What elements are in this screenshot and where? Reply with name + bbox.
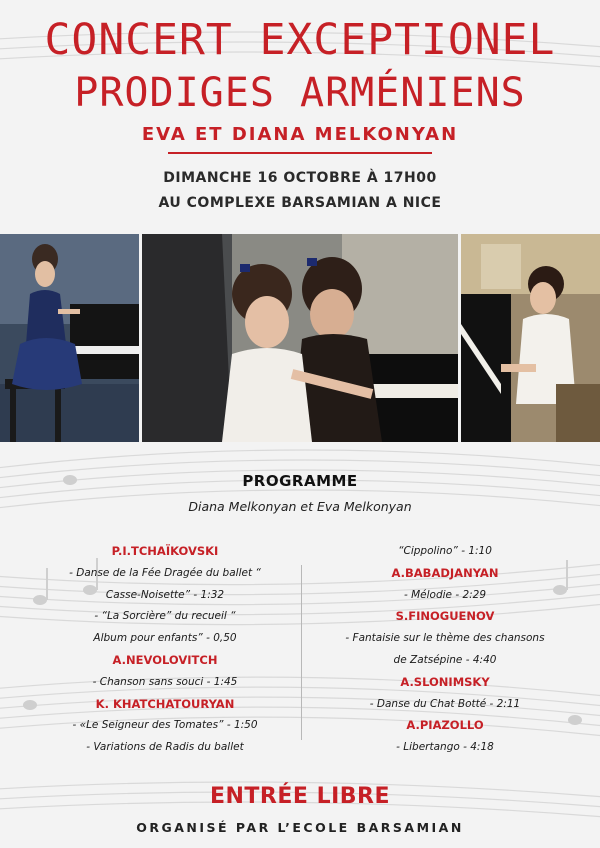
programme-column-right <box>300 541 590 759</box>
composer-name: S.FINOGUENOV <box>395 609 495 624</box>
title-divider <box>168 152 432 154</box>
free-entry-notice: ENTRÉE LIBRE <box>209 784 391 809</box>
photo-sisters-playing-piano <box>142 234 458 442</box>
piece-line: - Mélodie - 2:29 <box>403 588 487 601</box>
composer-name: A.BABADJANYAN <box>391 565 499 580</box>
piece-line: de Zatsépine - 4:40 <box>393 653 497 666</box>
programme-performers: Diana Melkonyan et Eva Melkonyan <box>188 499 412 514</box>
piece-line: Album pour enfants” - 0,50 <box>93 632 237 645</box>
piece-line: - Danse du Chat Botté - 2:11 <box>369 697 521 710</box>
piece-line: Casse-Noisette” - 1:32 <box>105 588 225 601</box>
piece-line: - Danse de la Fée Dragée du ballet “ <box>69 566 261 579</box>
photo-girl-grand-piano <box>0 234 139 442</box>
piece-line: - Fantaisie sur le thème des chansons <box>345 632 545 645</box>
piece-line: - Variations de Radis du ballet <box>86 741 244 754</box>
title-line-1: CONCERT EXCEPTIONEL <box>44 15 556 65</box>
programme-title: PROGRAMME <box>242 472 358 490</box>
title-line-2: PRODIGES ARMÉNIENS <box>74 70 526 116</box>
concert-date: DIMANCHE 16 OCTOBRE À 17H00 <box>163 170 437 186</box>
performers-subtitle: EVA ET DIANA MELKONYAN <box>141 124 459 145</box>
piece-line: - Libertango - 4:18 <box>396 741 494 754</box>
organizer-credit: ORGANISÉ PAR L’ECOLE BARSAMIAN <box>136 820 464 835</box>
composer-name: P.I.TCHAÏKOVSKI <box>111 544 219 558</box>
piece-line: - Chanson sans souci - 1:45 <box>92 675 238 688</box>
composer-name: A.PIAZOLLO <box>406 718 484 733</box>
composer-name: K. KHATCHATOURYAN <box>95 696 235 711</box>
composer-name: A.NEVOLOVITCH <box>112 652 218 667</box>
piece-line: - “La Sorcière” du recueil “ <box>94 610 236 623</box>
photo-girl-upright-piano <box>461 234 600 442</box>
piece-line: - «Le Seigneur des Tomates” - 1:50 <box>72 719 258 732</box>
composer-name: A.SLONIMSKY <box>400 674 490 689</box>
piece-line: “Cippolino” - 1:10 <box>398 545 492 557</box>
concert-venue: AU COMPLEXE BARSAMIAN A NICE <box>158 195 442 211</box>
programme-column-left <box>20 541 310 759</box>
